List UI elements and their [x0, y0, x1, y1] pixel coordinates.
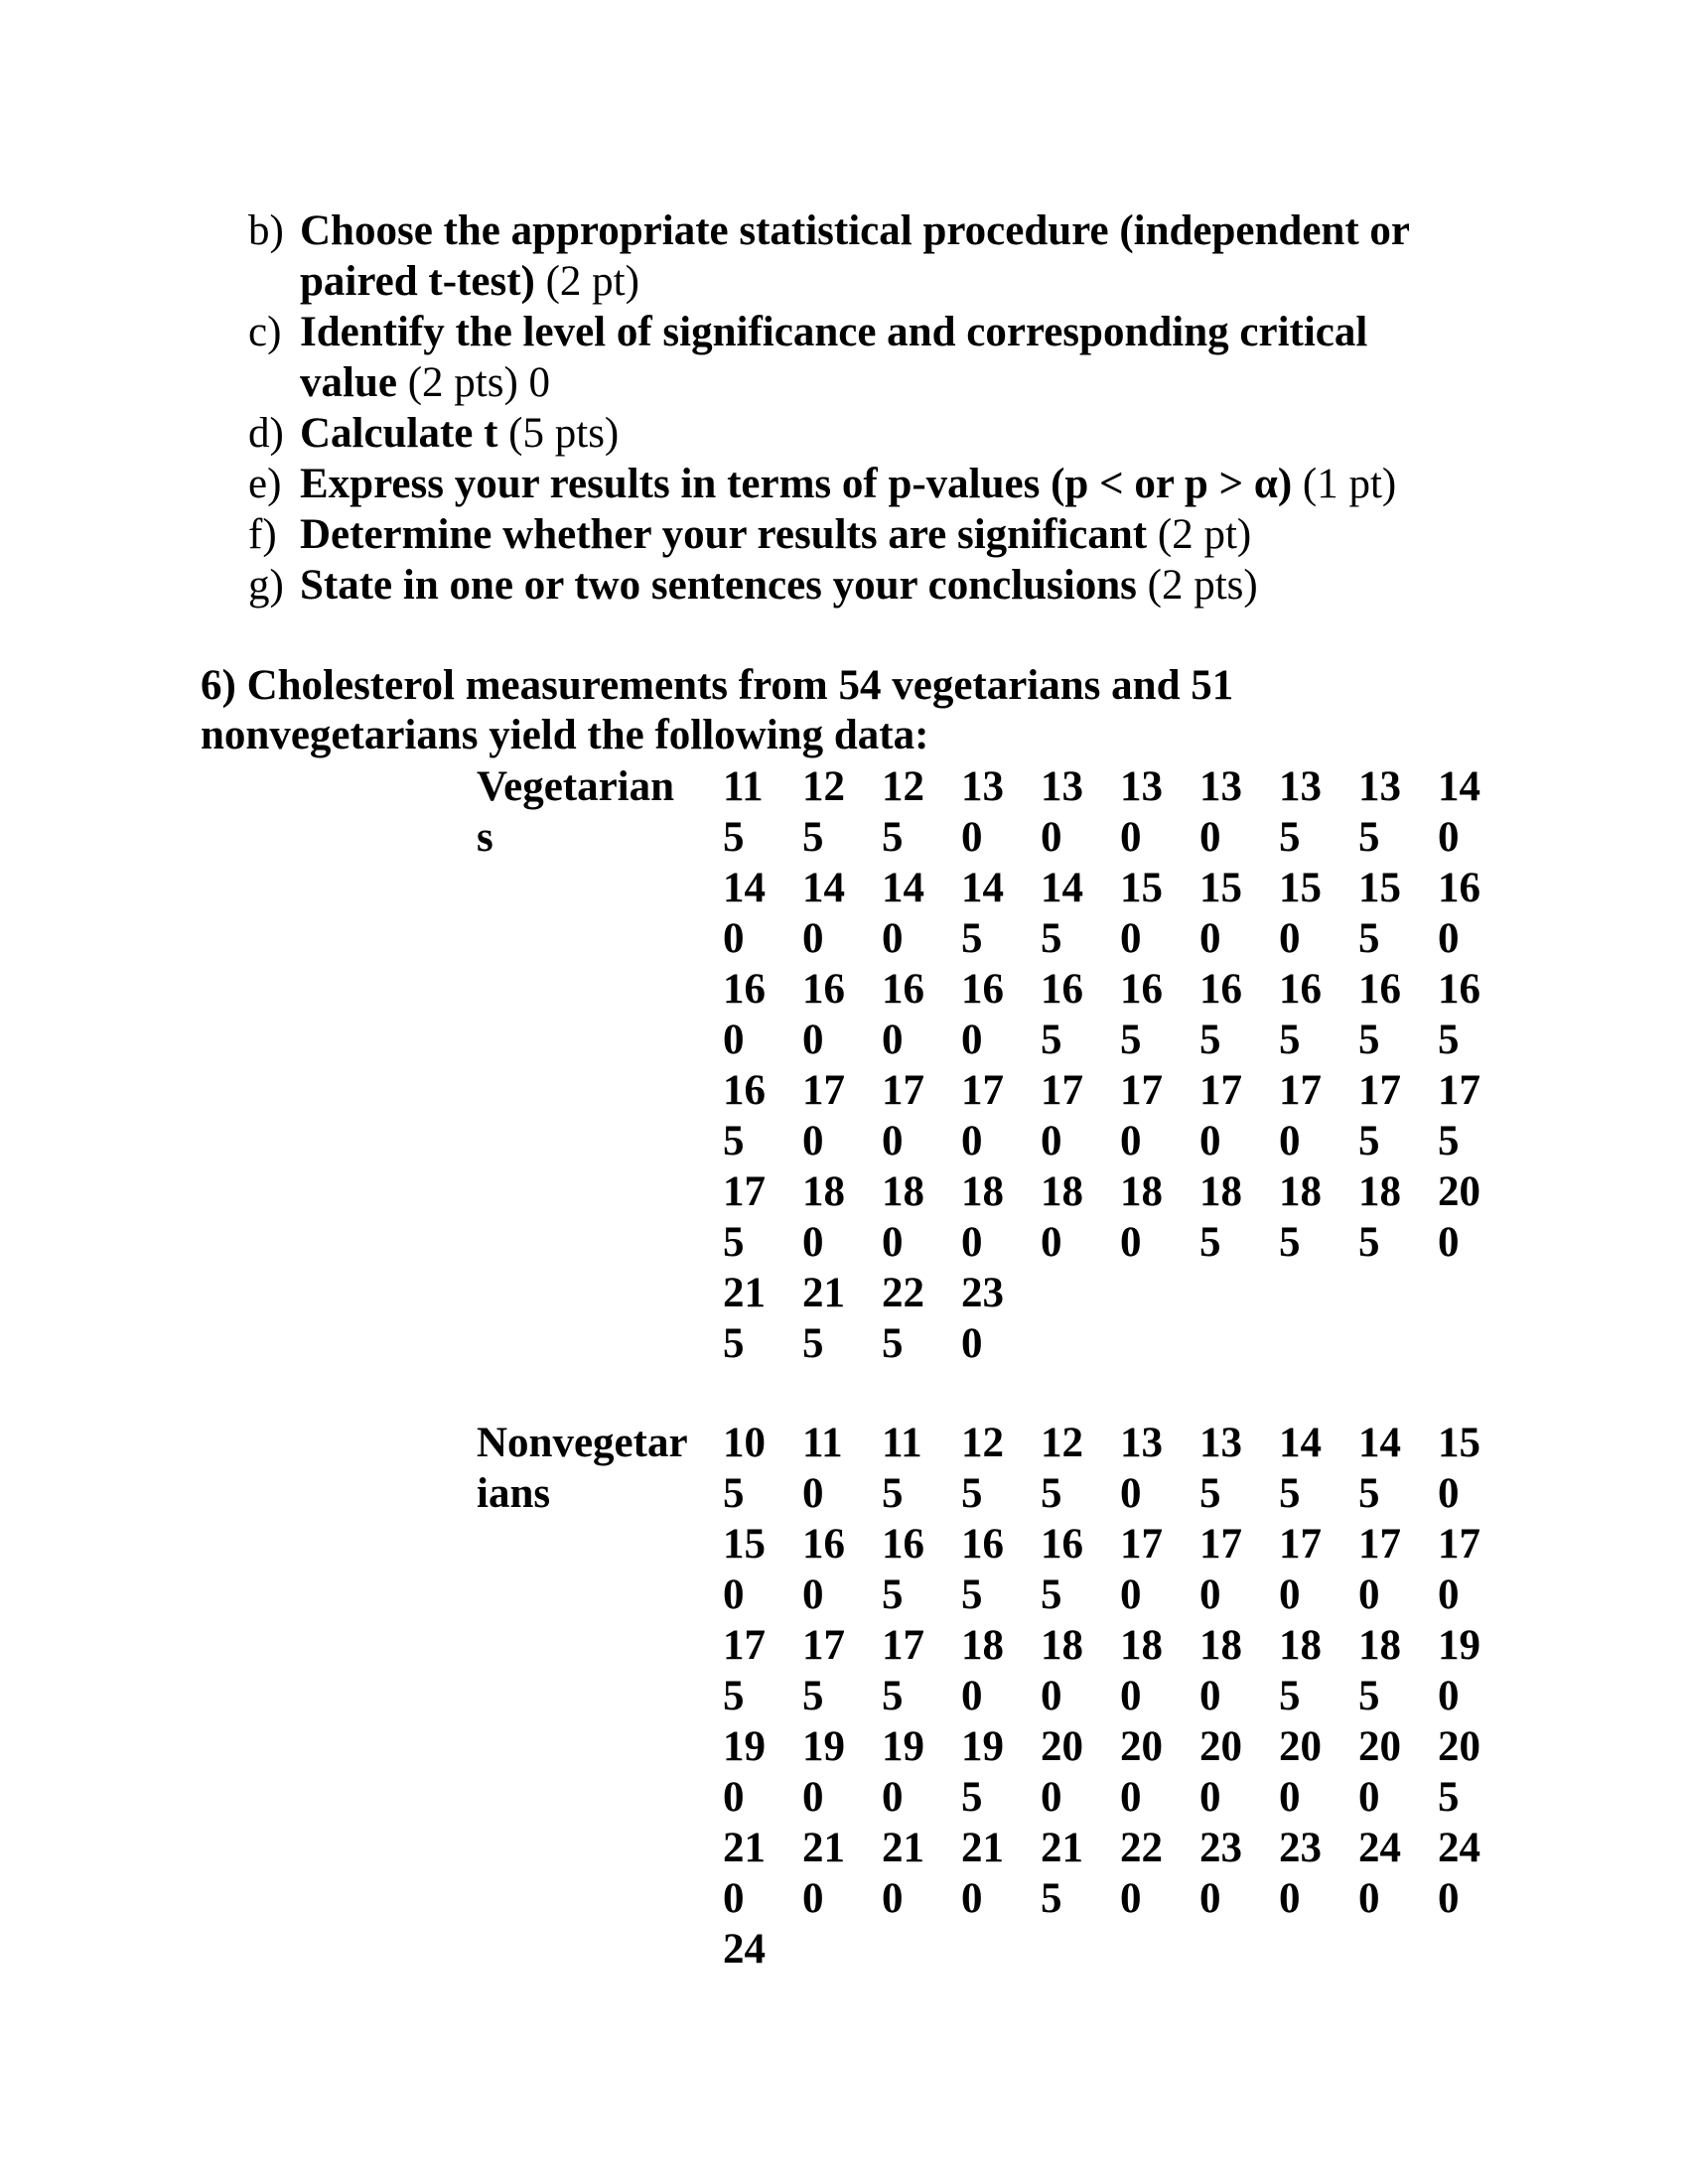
value-bottom: 5 [723, 1470, 745, 1517]
value-bottom: 0 [802, 1470, 824, 1517]
value-bottom: 0 [1041, 814, 1062, 861]
empty-cell [1279, 1318, 1358, 1369]
value-top: 15 [1438, 1420, 1480, 1466]
value-top: 14 [1279, 1420, 1322, 1466]
value-bottom: 0 [961, 1673, 983, 1719]
value-top: 20 [1358, 1723, 1401, 1770]
value-top: 10 [723, 1420, 766, 1466]
value-top: 14 [723, 865, 766, 911]
value-bottom: 5 [723, 1320, 745, 1367]
value-top: 16 [1358, 966, 1401, 1013]
value-bottom: 0 [1120, 1219, 1142, 1266]
value-bottom: 5 [1120, 1017, 1142, 1063]
value-bottom: 0 [961, 1118, 983, 1164]
value-top: 19 [723, 1723, 766, 1770]
value-top: 17 [802, 1622, 845, 1669]
value-bottom: 0 [1438, 1219, 1460, 1266]
value-top: 20 [1041, 1723, 1083, 1770]
part-label: g) [248, 562, 284, 609]
value-top: 22 [1120, 1825, 1163, 1871]
value-bottom: 5 [882, 1320, 904, 1367]
empty-cell [1358, 1268, 1438, 1318]
value-top: 12 [882, 763, 924, 810]
value-top: 18 [961, 1622, 1004, 1669]
value-bottom: 5 [882, 1470, 904, 1517]
empty-cell [1358, 1318, 1438, 1369]
empty-cell [882, 1924, 961, 1975]
value-bottom: 0 [723, 1774, 745, 1821]
value-top: 11 [723, 763, 764, 810]
value-bottom: 5 [802, 814, 824, 861]
value-bottom: 5 [802, 1673, 824, 1719]
value-top: 18 [1279, 1168, 1322, 1215]
value-top: 16 [723, 966, 766, 1013]
value-top: 17 [882, 1067, 924, 1114]
value-bottom: 0 [1438, 1673, 1460, 1719]
value-top: 16 [882, 966, 924, 1013]
value-top: 20 [1120, 1723, 1163, 1770]
value-top: 17 [1438, 1067, 1480, 1114]
empty-cell [1120, 1318, 1199, 1369]
part-text-line: Calculate t (5 pts) [300, 410, 620, 457]
value-top: 18 [961, 1168, 1004, 1215]
value-top: 14 [1041, 865, 1083, 911]
value-bottom: 5 [1279, 814, 1301, 861]
value-top: 17 [1199, 1067, 1242, 1114]
value-bottom: 0 [1279, 1774, 1301, 1821]
value-top: 16 [961, 966, 1004, 1013]
value-top: 17 [723, 1622, 766, 1669]
value-bottom: 0 [1041, 1673, 1062, 1719]
value-top: 13 [1041, 763, 1083, 810]
part-text-line: value (2 pts) 0 [300, 359, 551, 406]
value-top: 23 [1199, 1825, 1242, 1871]
value-top: 11 [802, 1420, 843, 1466]
value-bottom: 0 [882, 915, 904, 962]
value-bottom: 5 [802, 1320, 824, 1367]
value-top: 14 [1438, 763, 1480, 810]
value-top: 18 [802, 1168, 845, 1215]
value-top: 17 [1120, 1521, 1163, 1568]
value-top: 18 [1199, 1168, 1242, 1215]
empty-cell [1041, 1924, 1120, 1975]
vegetarians-label: Vegetarian [477, 763, 675, 810]
value-bottom: 0 [1358, 1875, 1380, 1922]
value-top: 16 [1279, 966, 1322, 1013]
value-bottom: 0 [1279, 1118, 1301, 1164]
value-top: 21 [802, 1825, 845, 1871]
value-bottom: 5 [882, 1673, 904, 1719]
value-bottom: 0 [882, 1118, 904, 1164]
value-bottom: 0 [723, 1875, 745, 1922]
vegetarians-values [723, 761, 1517, 1369]
value-top: 16 [882, 1521, 924, 1568]
value-top: 22 [882, 1270, 924, 1316]
value-bottom: 0 [802, 1571, 824, 1618]
part-text-line: Express your results in terms of p-values (p < or p > α) (1 pt) [300, 461, 1397, 507]
value-bottom: 0 [1041, 1774, 1062, 1821]
value-bottom: 5 [1199, 1470, 1221, 1517]
value-bottom: 5 [1041, 915, 1062, 962]
part-text-line: Choose the appropriate statistical procedure (independent or [300, 207, 1410, 254]
value-bottom: 5 [1438, 1118, 1460, 1164]
value-bottom: 0 [961, 1017, 983, 1063]
value-bottom: 0 [961, 814, 983, 861]
value-top: 21 [723, 1825, 766, 1871]
value-bottom: 0 [1041, 1219, 1062, 1266]
part-label: c) [248, 309, 282, 355]
part-text-line: State in one or two sentences your conclusions (2 pts) [300, 562, 1258, 609]
value-bottom: 5 [1358, 915, 1380, 962]
value-bottom: 0 [1279, 1571, 1301, 1618]
value-bottom: 0 [723, 1017, 745, 1063]
value-bottom: 0 [1279, 915, 1301, 962]
value-top: 24 [1358, 1825, 1401, 1871]
value-bottom: 0 [1120, 1774, 1142, 1821]
part-text-line: Identify the level of significance and corresponding critical [300, 309, 1368, 355]
value-top: 18 [1041, 1168, 1083, 1215]
value-bottom: 0 [1358, 1571, 1380, 1618]
value-bottom: 0 [1199, 1571, 1221, 1618]
value-bottom: 5 [723, 1219, 745, 1266]
empty-cell [1041, 1268, 1120, 1318]
value-top: 14 [961, 865, 1004, 911]
value-bottom: 5 [882, 1571, 904, 1618]
value-top: 13 [1199, 1420, 1242, 1466]
value-top: 12 [802, 763, 845, 810]
value-top: 18 [1120, 1622, 1163, 1669]
value-bottom: 0 [1358, 1774, 1380, 1821]
value-bottom: 0 [961, 1219, 983, 1266]
value-top: 15 [1199, 865, 1242, 911]
empty-cell [1041, 1318, 1120, 1369]
empty-cell [1279, 1268, 1358, 1318]
value-bottom: 0 [1199, 814, 1221, 861]
value-top: 12 [1041, 1420, 1083, 1466]
value-top: 20 [1438, 1168, 1480, 1215]
value-top: 18 [1279, 1622, 1322, 1669]
value-top: 13 [1199, 763, 1242, 810]
value-top: 13 [1120, 1420, 1163, 1466]
value-bottom: 5 [961, 1571, 983, 1618]
value-bottom: 0 [961, 1320, 983, 1367]
value-top: 17 [1358, 1521, 1401, 1568]
nonvegetarians-label-cont: ians [477, 1470, 551, 1517]
part-label: d) [248, 410, 284, 457]
part-text-line: Determine whether your results are significant (2 pt) [300, 511, 1252, 558]
value-bottom: 0 [1120, 1875, 1142, 1922]
value-top: 15 [723, 1521, 766, 1568]
value-bottom: 5 [1358, 1470, 1380, 1517]
value-bottom: 5 [1438, 1774, 1460, 1821]
value-bottom: 0 [1199, 915, 1221, 962]
value-bottom: 5 [1041, 1017, 1062, 1063]
value-bottom: 0 [1279, 1875, 1301, 1922]
value-top: 13 [1279, 763, 1322, 810]
nonvegetarians-label: Nonvegetar [477, 1420, 688, 1466]
empty-cell [1279, 1924, 1358, 1975]
value-top: 17 [1041, 1067, 1083, 1114]
value-bottom: 5 [1358, 1673, 1380, 1719]
value-top: 13 [1120, 763, 1163, 810]
value-top: 21 [961, 1825, 1004, 1871]
value-top: 21 [723, 1270, 766, 1316]
value-top: 14 [882, 865, 924, 911]
value-top: 16 [1438, 966, 1480, 1013]
value-top: 17 [1358, 1067, 1401, 1114]
value-bottom: 0 [882, 1774, 904, 1821]
empty-cell [1120, 1268, 1199, 1318]
value-bottom: 0 [802, 1774, 824, 1821]
value-bottom: 5 [1041, 1875, 1062, 1922]
value-bottom: 0 [1199, 1774, 1221, 1821]
vegetarians-label-cont: s [477, 814, 493, 861]
value-bottom: 5 [1279, 1673, 1301, 1719]
value-bottom: 5 [1358, 1219, 1380, 1266]
value-bottom: 0 [1120, 814, 1142, 861]
value-bottom: 5 [723, 814, 745, 861]
value-top: 20 [1279, 1723, 1322, 1770]
value-bottom: 5 [1358, 814, 1380, 861]
value-top: 18 [1358, 1622, 1401, 1669]
value-top: 20 [1199, 1723, 1242, 1770]
empty-cell [1438, 1924, 1517, 1975]
value-top: 18 [1120, 1168, 1163, 1215]
part-label: f) [248, 511, 277, 558]
question-6-line-1: 6) Cholesterol measurements from 54 vegetarians and 51 [201, 662, 1234, 709]
value-bottom: 5 [961, 1774, 983, 1821]
value-top: 14 [802, 865, 845, 911]
value-top: 16 [1041, 1521, 1083, 1568]
nonvegetarians-values [723, 1418, 1517, 1975]
value-top: 12 [961, 1420, 1004, 1466]
value-bottom: 0 [1438, 915, 1460, 962]
value-top: 18 [1041, 1622, 1083, 1669]
part-text-line: paired t-test) (2 pt) [300, 258, 639, 305]
value-top: 14 [1358, 1420, 1401, 1466]
value-bottom: 5 [1041, 1470, 1062, 1517]
value-top: 17 [1199, 1521, 1242, 1568]
value-bottom: 0 [1120, 1673, 1142, 1719]
value-top: 17 [1120, 1067, 1163, 1114]
value-bottom: 0 [1438, 1875, 1460, 1922]
empty-cell [961, 1924, 1041, 1975]
value-top: 18 [1199, 1622, 1242, 1669]
empty-cell [1120, 1924, 1199, 1975]
value-bottom: 0 [961, 1875, 983, 1922]
empty-cell [1358, 1924, 1438, 1975]
empty-cell [1438, 1268, 1517, 1318]
value-top: 15 [1279, 865, 1322, 911]
empty-cell [1199, 1268, 1279, 1318]
value-top: 16 [723, 1067, 766, 1114]
value-bottom: 5 [1358, 1118, 1380, 1164]
value-bottom: 5 [1199, 1219, 1221, 1266]
value-top: 21 [802, 1270, 845, 1316]
value-top: 17 [723, 1168, 766, 1215]
value-bottom: 0 [1438, 1571, 1460, 1618]
value-bottom: 5 [1279, 1017, 1301, 1063]
value-top: 23 [961, 1270, 1004, 1316]
empty-cell [1438, 1318, 1517, 1369]
value-top: 17 [882, 1622, 924, 1669]
value-top: 24 [1438, 1825, 1480, 1871]
value-bottom: 0 [1199, 1118, 1221, 1164]
value-top: 15 [1358, 865, 1401, 911]
value-top: 17 [1279, 1067, 1322, 1114]
value-bottom: 0 [1199, 1875, 1221, 1922]
value-top: 11 [882, 1420, 922, 1466]
value-top: 21 [882, 1825, 924, 1871]
value-bottom: 5 [1279, 1470, 1301, 1517]
value-top: 15 [1120, 865, 1163, 911]
value-bottom: 0 [723, 915, 745, 962]
value-bottom: 0 [1199, 1673, 1221, 1719]
value-bottom: 0 [1120, 1571, 1142, 1618]
value-top: 21 [1041, 1825, 1083, 1871]
value-bottom: 0 [1120, 1470, 1142, 1517]
value-bottom: 0 [1120, 915, 1142, 962]
value-bottom: 5 [1358, 1017, 1380, 1063]
value-bottom: 5 [723, 1673, 745, 1719]
value-bottom: 5 [723, 1118, 745, 1164]
value-bottom: 0 [1438, 1470, 1460, 1517]
value-bottom: 0 [882, 1875, 904, 1922]
value-top: 16 [802, 1521, 845, 1568]
value-top: 16 [1199, 966, 1242, 1013]
value-top: 20 [1438, 1723, 1480, 1770]
value-bottom: 0 [802, 1875, 824, 1922]
value-bottom: 5 [1279, 1219, 1301, 1266]
empty-cell [1199, 1924, 1279, 1975]
value-bottom: 0 [1438, 814, 1460, 861]
value-top: 17 [1279, 1521, 1322, 1568]
part-label: e) [248, 461, 282, 507]
value-bottom: 0 [1041, 1118, 1062, 1164]
value-top: 18 [882, 1168, 924, 1215]
value-bottom: 0 [802, 1219, 824, 1266]
value-top: 19 [1438, 1622, 1480, 1669]
value-top: 19 [882, 1723, 924, 1770]
value-top: 16 [1120, 966, 1163, 1013]
value-top: 17 [961, 1067, 1004, 1114]
question-6-line-2: nonvegetarians yield the following data: [201, 712, 929, 758]
value-bottom: 0 [802, 1017, 824, 1063]
value-top: 13 [961, 763, 1004, 810]
part-label: b) [248, 207, 284, 254]
value-bottom: 5 [1041, 1571, 1062, 1618]
value-bottom: 5 [961, 1470, 983, 1517]
value-bottom: 5 [882, 814, 904, 861]
value-top: 17 [802, 1067, 845, 1114]
empty-cell [802, 1924, 882, 1975]
value-top: 13 [1358, 763, 1401, 810]
value-bottom: 0 [802, 915, 824, 962]
value-top: 16 [802, 966, 845, 1013]
value-top: 24 [723, 1926, 766, 1973]
value-top: 16 [1438, 865, 1480, 911]
value-bottom: 5 [1438, 1017, 1460, 1063]
value-bottom: 0 [882, 1017, 904, 1063]
value-top: 19 [961, 1723, 1004, 1770]
value-top: 17 [1438, 1521, 1480, 1568]
value-top: 18 [1358, 1168, 1401, 1215]
value-top: 16 [961, 1521, 1004, 1568]
value-bottom: 0 [723, 1571, 745, 1618]
value-bottom: 0 [1120, 1118, 1142, 1164]
value-top: 23 [1279, 1825, 1322, 1871]
value-bottom: 5 [1199, 1017, 1221, 1063]
value-bottom: 0 [882, 1219, 904, 1266]
value-top: 16 [1041, 966, 1083, 1013]
value-bottom: 5 [961, 915, 983, 962]
empty-cell [1199, 1318, 1279, 1369]
value-bottom: 0 [802, 1118, 824, 1164]
value-top: 19 [802, 1723, 845, 1770]
